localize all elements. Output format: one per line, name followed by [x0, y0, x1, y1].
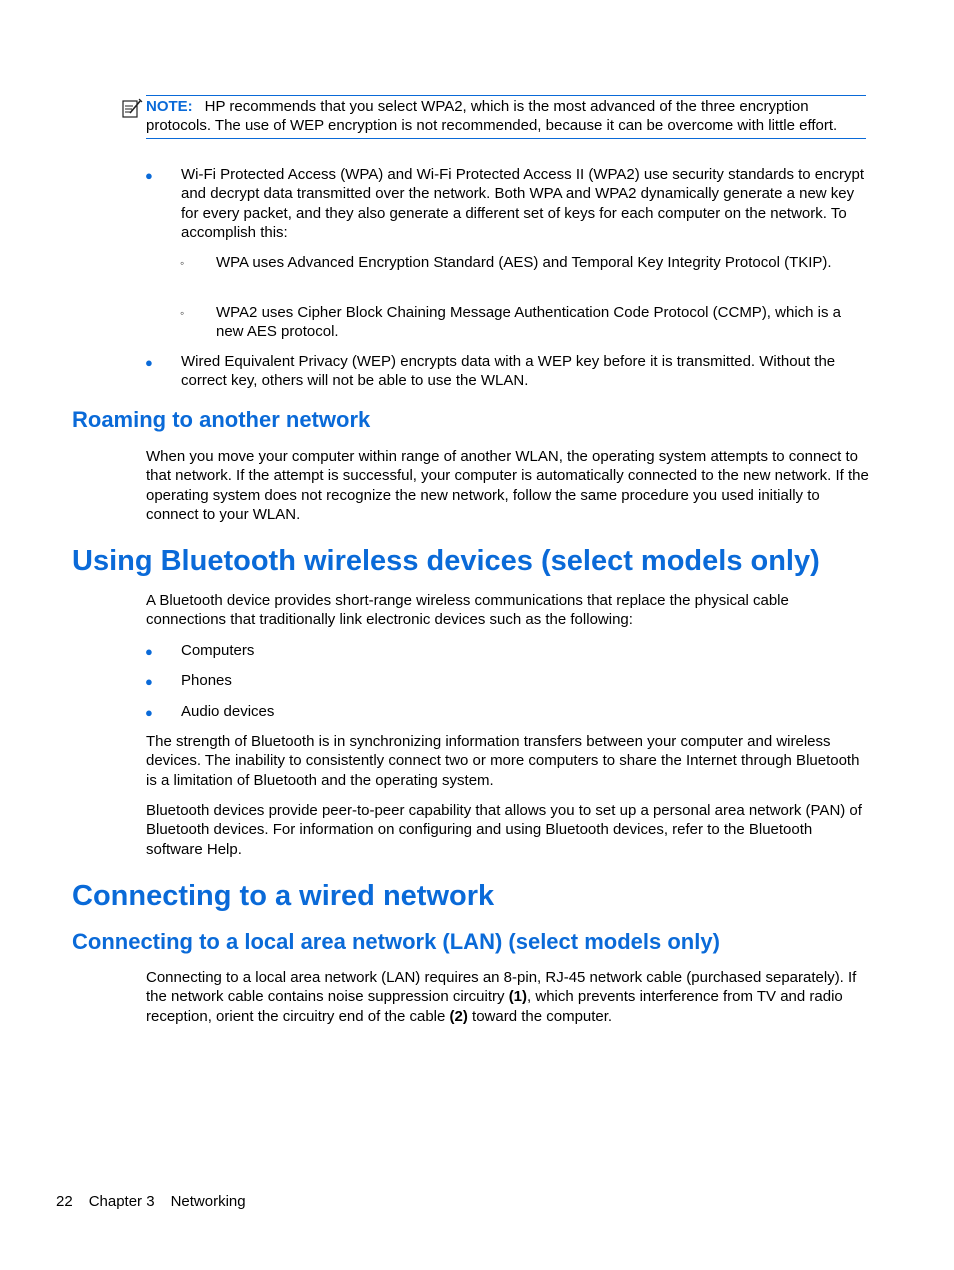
list-item: Phones [181, 672, 232, 689]
bullet-marker: ● [145, 705, 153, 720]
lan-text: toward the computer. [467, 1007, 613, 1025]
callout-1: (1) [508, 988, 528, 1006]
bullet-marker: ● [145, 355, 153, 370]
list-item: Wired Equivalent Privacy (WEP) encrypts data with a WEP key before it is transmitted. Without the correct key, others will not be able to use the WLAN. [181, 353, 836, 390]
roaming-paragraph: When you move your computer within range of another WLAN, the operating system attempts to connect to that network. If the attempt is successful, your computer is automatically connected to the new network. If the operating system does not recognize the new network, follow the same procedure you used initially to connect to your WLAN. [146, 448, 869, 524]
list-item: Wi-Fi Protected Access (WPA) and Wi-Fi Protected Access II (WPA2) use security standards to encrypt and decrypt data transmitted over the network. Both WPA and WPA2 dynamically generate a new key for every packet, and they also generate a different set of keys for each computer on the network. To accomplish this: [181, 166, 864, 242]
chapter-label: Chapter 3 [88, 1193, 155, 1210]
note-icon [121, 97, 143, 119]
bluetooth-paragraph: Bluetooth devices provide peer-to-peer capability that allows you to set up a personal area network (PAN) of Bluetooth devices. For information on configuring and using Bluetooth devices, refer to the Bluetooth software Help. [146, 802, 862, 858]
page-footer [56, 1192, 262, 1211]
bluetooth-intro: A Bluetooth device provides short-range wireless communications that replace the physical cable connections that traditionally link electronic devices such as the following: [146, 592, 789, 629]
section-heading-lan: Connecting to a local area network (LAN) (select models only) [72, 929, 720, 954]
bullet-marker: ● [145, 168, 153, 183]
lan-text: Connecting to a local area network (LAN) requires an 8-pin, RJ-45 network cable (purchased separately). If the network cable contains noise suppression circuitry [146, 969, 857, 1006]
list-item: Computers [181, 642, 255, 659]
note-text: HP recommends that you select WPA2, which is the most advanced of the three encryption protocols. The use of WEP encryption is not recommended, because it can be overcome with little effort. [146, 98, 838, 135]
callout-2: (2) [449, 1007, 468, 1025]
bullet-marker: ● [145, 674, 153, 689]
lan-text: , which prevents interference from TV and radio reception, orient the circuitry end of the cable [146, 988, 843, 1025]
note-label: NOTE: [146, 98, 193, 115]
bullet-marker: ● [145, 644, 153, 659]
sub-list-item: WPA uses Advanced Encryption Standard (AES) and Temporal Key Integrity Protocol (TKIP). [216, 254, 832, 271]
section-heading-roaming: Roaming to another network [72, 407, 371, 432]
page-number: 22 [56, 1193, 73, 1210]
bluetooth-paragraph: The strength of Bluetooth is in synchronizing information transfers between your computer and wireless devices. The inability to consistently connect two or more computers to share the Internet through Bluetooth is a limitation of Bluetooth and the operating system. [146, 733, 860, 789]
sub-bullet-marker: ◦ [180, 256, 185, 270]
note-box [146, 95, 866, 139]
sub-bullet-marker: ◦ [180, 306, 185, 320]
chapter-heading-wired: Connecting to a wired network [72, 880, 495, 912]
sub-list-item: WPA2 uses Cipher Block Chaining Message Authentication Code Protocol (CCMP), which is a new AES protocol. [216, 304, 842, 341]
chapter-heading-bluetooth: Using Bluetooth wireless devices (select models only) [72, 545, 820, 577]
list-item: Audio devices [181, 703, 275, 720]
section-label: Networking [170, 1193, 246, 1210]
lan-paragraph [146, 968, 870, 1026]
